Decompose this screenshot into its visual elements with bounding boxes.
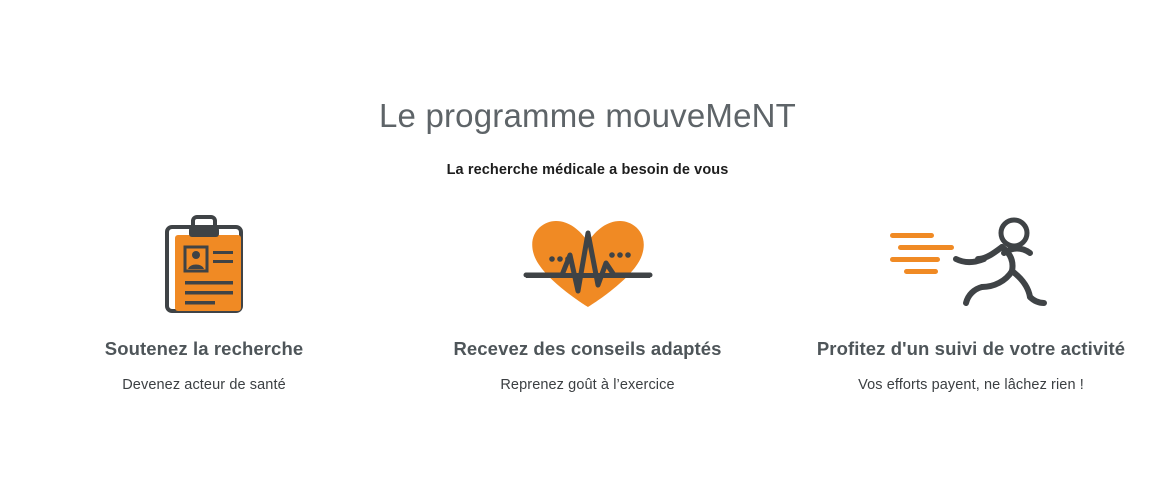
heart-pulse-icon: [396, 208, 779, 318]
feature-title: Recevez des conseils adaptés: [453, 338, 722, 360]
feature-item-suivi: [780, 208, 1163, 393]
feature-list: [13, 178, 1163, 393]
runner-icon: [780, 208, 1163, 318]
feature-item-recherche: [13, 208, 396, 393]
feature-description: Devenez acteur de santé: [122, 377, 286, 394]
feature-title: Soutenez la recherche: [104, 338, 304, 360]
clipboard-icon: [13, 208, 396, 318]
page-subtitle: La recherche médicale a besoin de vous: [446, 162, 729, 179]
page-title: Le programme mouveMeNT: [378, 97, 797, 134]
feature-description: Reprenez goût à l’exercice: [500, 377, 675, 394]
feature-item-conseils: [396, 208, 779, 393]
feature-title: Profitez d'un suivi de votre activité: [816, 338, 1126, 360]
feature-description: Vos efforts payent, ne lâchez rien !: [858, 377, 1084, 394]
